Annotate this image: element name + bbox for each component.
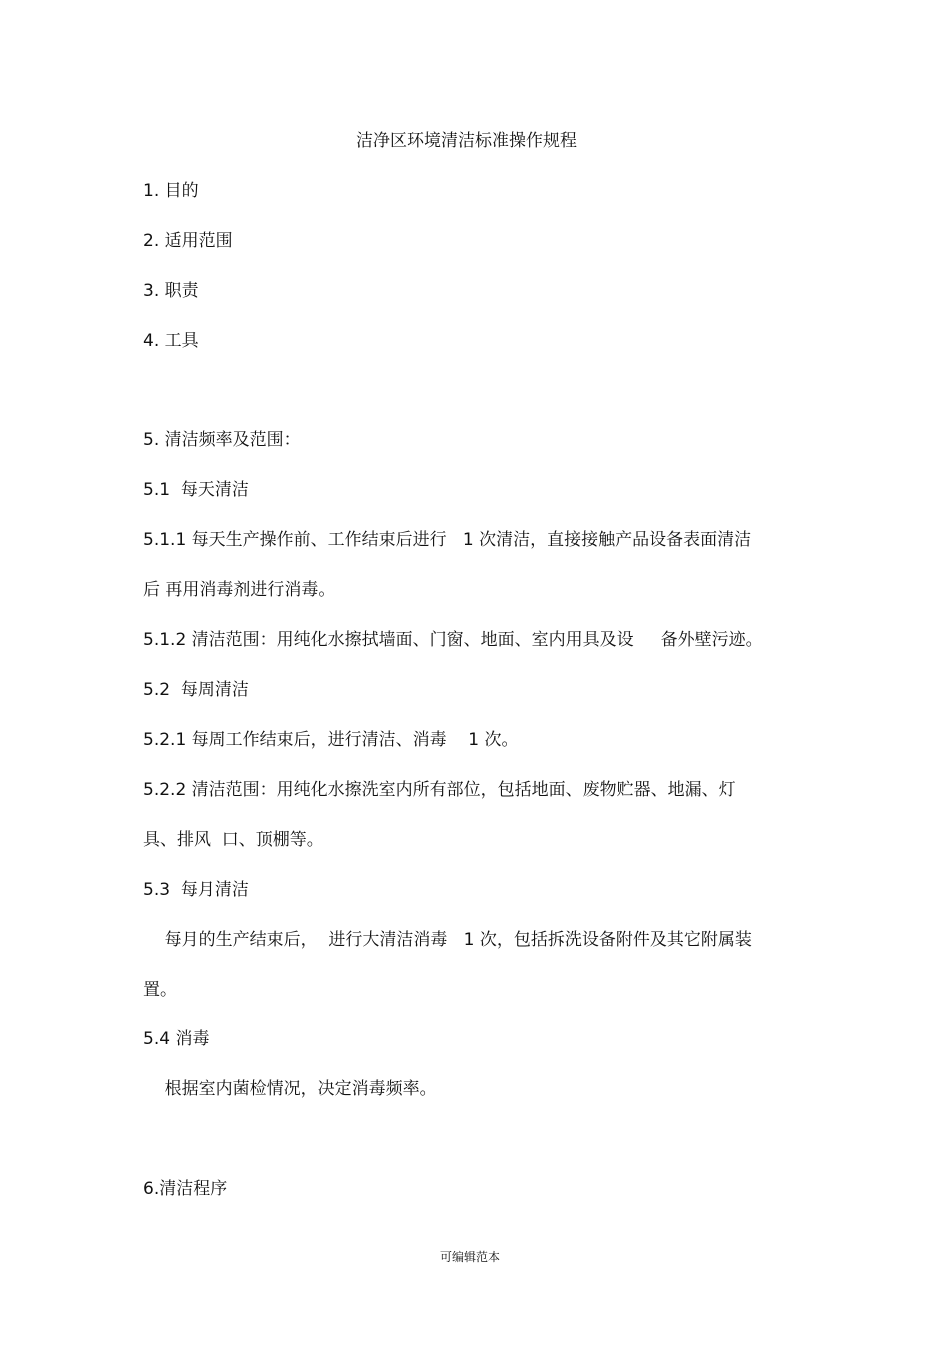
section-5-1-1-text: 5.1.1 每天生产操作前、工作结束后进行 1 次清洁，直接接触产品设备表面清洁: [143, 530, 752, 550]
section-6-heading: 6.清洁程序: [143, 1179, 228, 1199]
section-5-2-heading: 5.2 每周清洁: [143, 680, 249, 700]
section-5-2-2-text: 5.2.2 清洁范围：用纯化水擦洗室内所有部位，包括地面、废物贮器、地漏、灯: [143, 780, 736, 800]
section-5-heading: 5. 清洁频率及范围：: [143, 430, 301, 450]
section-5-2-1-text: 5.2.1 每周工作结束后，进行清洁、消毒 1 次。: [143, 730, 519, 750]
section-3-heading: 3. 职责: [143, 281, 199, 301]
section-2-heading: 2. 适用范围: [143, 231, 233, 251]
section-5-4-heading: 5.4 消毒: [143, 1029, 210, 1049]
section-5-2-2-continued: 具、排风 口、顶棚等。: [143, 830, 324, 850]
section-5-3-heading: 5.3 每月清洁: [143, 880, 249, 900]
document-title: 洁净区环境清洁标准操作规程: [356, 131, 577, 151]
section-1-heading: 1. 目的: [143, 181, 199, 201]
page-footer: 可编辑范本: [439, 1250, 500, 1264]
section-4-heading: 4. 工具: [143, 331, 199, 351]
section-5-4-text: 根据室内菌检情况，决定消毒频率。: [143, 1079, 437, 1099]
section-5-3-text: 每月的生产结束后， 进行大清洁消毒 1 次，包括拆洗设备附件及其它附属装: [143, 930, 752, 950]
section-5-1-heading: 5.1 每天清洁: [143, 480, 249, 500]
section-5-1-1-continued: 后 再用消毒剂进行消毒。: [143, 580, 336, 600]
section-5-3-continued: 置。: [143, 980, 177, 1000]
section-5-1-2-text: 5.1.2 清洁范围：用纯化水擦拭墙面、门窗、地面、室内用具及设 备外壁污迹。: [143, 630, 763, 650]
